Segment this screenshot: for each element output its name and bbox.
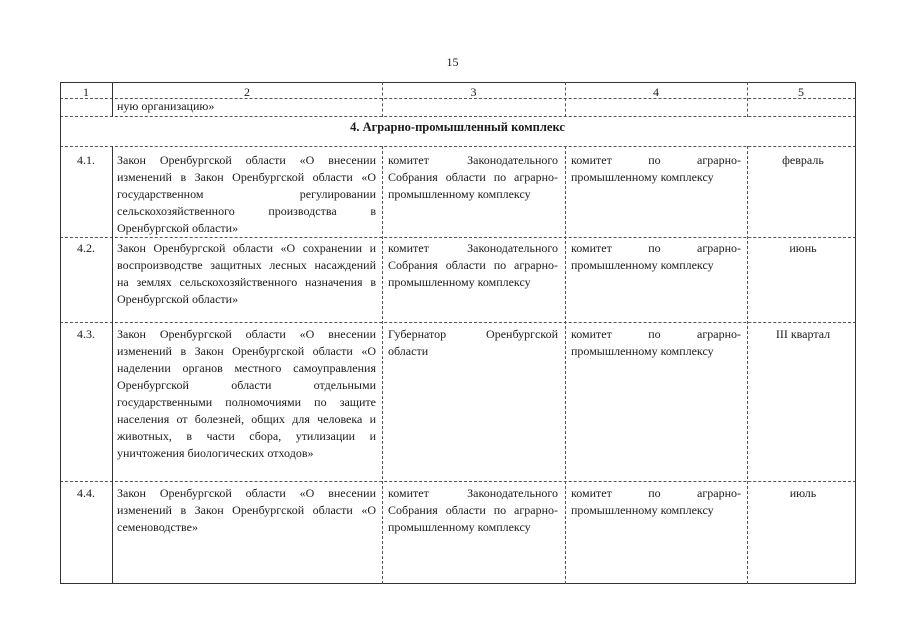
- header-col-4: 4: [653, 85, 659, 99]
- row-number: 4.2.: [77, 241, 95, 255]
- row-term: июнь: [789, 241, 817, 255]
- col-divider-2b: [382, 146, 383, 584]
- row-term: июль: [789, 486, 817, 500]
- row-developer: Губернатор Оренбургской области: [388, 327, 558, 358]
- row-separator-2: [60, 322, 856, 323]
- row-title: Закон Оренбургской области «О сохранении и воспроизводстве защитных лесных насаждений на землях сельскохозяйственного назначения в Оренбургской области»: [117, 241, 376, 306]
- row-developer: комитет Законодательного Собрания области по аграрно-промышленному комплексу: [388, 241, 558, 289]
- row-title: Закон Оренбургской области «О внесении изменений в Закон Оренбургской области «О семеноводстве»: [117, 486, 376, 534]
- row-number: 4.3.: [77, 327, 95, 341]
- header-col-1: 1: [83, 85, 89, 99]
- col-divider-3b: [565, 146, 566, 584]
- row-term: III квартал: [775, 327, 831, 341]
- row-separator-1: [60, 237, 856, 238]
- row-responsible: комитет по аграрно-промышленному комплексу: [571, 486, 741, 517]
- section-title: 4. Аграрно-промышленный комплекс: [350, 120, 565, 134]
- row-number: 4.1.: [77, 153, 95, 167]
- row-developer: комитет Законодательного Собрания области по аграрно-промышленному комплексу: [388, 486, 558, 534]
- page-number: 15: [446, 55, 459, 69]
- row-separator-3: [60, 481, 856, 482]
- row-responsible: комитет по аграрно-промышленному комплексу: [571, 327, 741, 358]
- header-col-5: 5: [798, 85, 804, 99]
- row-responsible: комитет по аграрно-промышленному комплексу: [571, 241, 741, 272]
- table-bottom-border: [60, 583, 856, 584]
- col-divider-1b: [112, 146, 113, 584]
- col-divider-4b: [747, 146, 748, 584]
- row-developer: комитет Законодательного Собрания области по аграрно-промышленному комплексу: [388, 153, 558, 201]
- row-number: 4.4.: [77, 486, 95, 500]
- row-responsible: комитет по аграрно-промышленному комплексу: [571, 153, 741, 184]
- continued-text: ную организацию»: [117, 99, 215, 113]
- row-title: Закон Оренбургской области «О внесении изменений в Закон Оренбургской области «О государственном регулировании сельскохозяйственного производства в Оренбургской области»: [117, 153, 376, 235]
- header-col-3: 3: [470, 85, 477, 99]
- continuation-separator: [60, 116, 856, 117]
- table-top-border: [60, 82, 856, 83]
- row-term: февраль: [782, 153, 824, 167]
- table-right-border: [855, 82, 856, 584]
- section-separator: [60, 146, 856, 147]
- header-col-2: 2: [244, 85, 250, 99]
- row-title: Закон Оренбургской области «О внесении изменений в Закон Оренбургской области «О наделении органов местного самоуправления Оренбургской области отдельными государственными полномочиями по защите населения от болезней, общих для человека и животных, в части сбора, утилизации и уничтожения биологических отходов»: [117, 327, 376, 460]
